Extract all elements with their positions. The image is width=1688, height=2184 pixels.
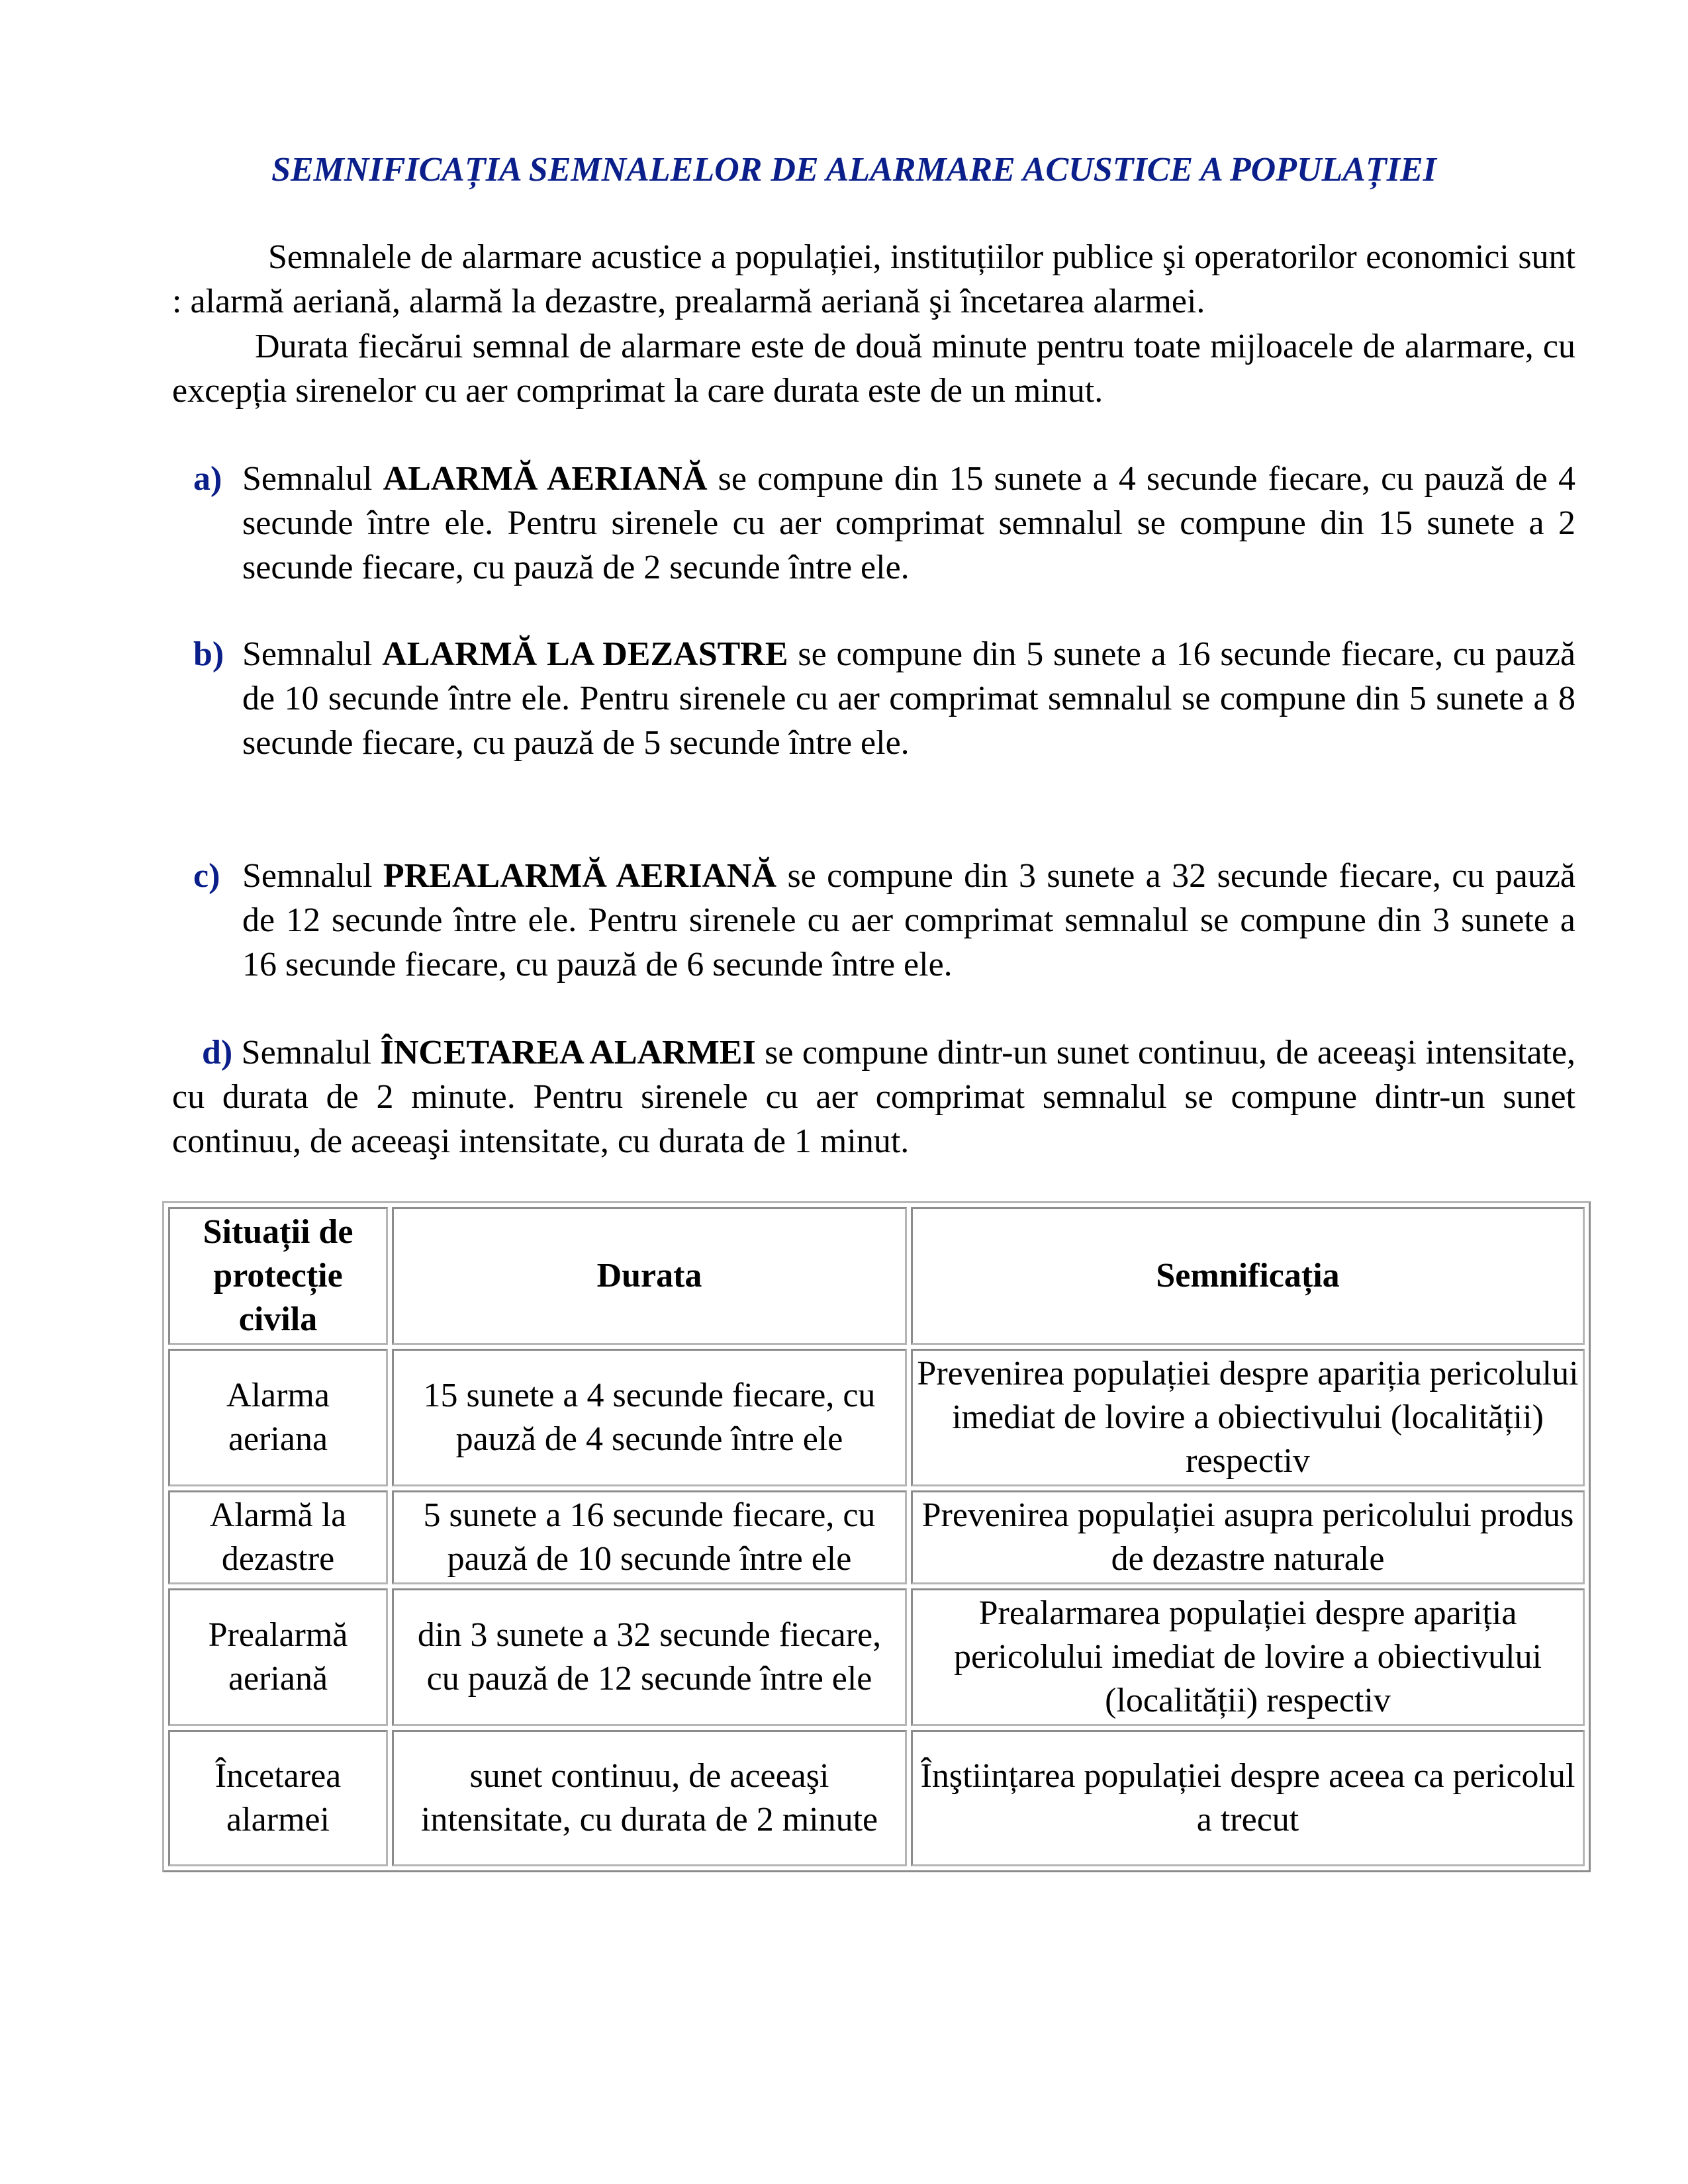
cell-meaning: Prevenirea populației asupra pericolului produs de dezastre naturale [911,1490,1585,1584]
signal-item-b [172,632,1575,765]
signals-table [162,1201,1591,1872]
column-header-meaning: Semnificația [911,1207,1585,1345]
item-lead: Semnalul [242,635,373,673]
cell-meaning: Prealarmarea populației despre apariția pericolului imediat de lovire a obiectivului (localității) respectiv [911,1588,1585,1726]
intro-paragraph-2: Durata fiecărui semnal de alarmare este de două minute pentru toate mijloacele de alarmare, cu excepția sirenelor cu aer comprimat la care durata este de un minut. [172,328,1575,410]
cell-situation: Încetarea alarmei [168,1730,388,1866]
column-header-duration: Durata [392,1207,907,1345]
item-marker: a) [193,460,222,498]
item-text: se compune dintr-un sunet continuu, de aceeaşi intensitate, cu durata de 2 minute. Pentru sirenele cu aer comprimat semnalul se compune dintr-un sunet continuu, de aceeaşi intensitate, cu durata de 1 minut. [172,1034,1576,1160]
item-lead: Semnalul [242,857,373,895]
cell-situation: Alarma aeriana [168,1349,388,1486]
cell-duration: din 3 sunete a 32 secunde fiecare, cu pauză de 12 secunde între ele [392,1588,907,1726]
cell-duration: sunet continuu, de aceeaşi intensitate, cu durata de 2 minute [392,1730,907,1866]
item-keyword: PREALARMĂ AERIANĂ [383,857,777,895]
column-header-situations: Situații de protecție civila [168,1207,388,1345]
item-text: se compune din 15 sunete a 4 secunde fiecare, cu pauză de 4 secunde între ele. Pentru sirenele cu aer comprimat semnalul se compune din 15 sunete a 2 secunde fiecare, cu pauză de 2 secunde între ele. [242,460,1576,586]
signal-item-d [172,1030,1575,1163]
table-row [168,1490,1585,1584]
item-keyword: ALARMĂ AERIANĂ [383,460,708,498]
document-title: SEMNIFICAȚIA SEMNALELOR DE ALARMARE ACUSTICE A POPULAȚIEI [271,151,1436,189]
cell-situation: Alarmă la dezastre [168,1490,388,1584]
table-row [168,1730,1585,1866]
cell-duration: 5 sunete a 16 secunde fiecare, cu pauză de 10 secunde între ele [392,1490,907,1584]
item-marker: c) [193,857,220,895]
table-row [168,1349,1585,1486]
cell-meaning: Prevenirea populației despre apariția pericolului imediat de lovire a obiectivului (localității) respectiv [911,1349,1585,1486]
item-marker: b) [193,635,224,673]
cell-situation: Prealarmă aeriană [168,1588,388,1726]
item-lead: Semnalul [241,1034,372,1071]
item-text: se compune din 5 sunete a 16 secunde fiecare, cu pauză de 10 secunde între ele. Pentru sirenele cu aer comprimat semnalul se compune din 5 sunete a 8 secunde fiecare, cu pauză de 5 secunde între ele. [242,635,1576,762]
table-row [168,1588,1585,1726]
signal-item-c [172,854,1575,987]
item-lead: Semnalul [242,460,373,498]
cell-meaning: Înştiințarea populației despre aceea ca pericolul a trecut [911,1730,1585,1866]
item-marker: d) [202,1034,233,1071]
item-keyword: ÎNCETAREA ALARMEI [380,1034,756,1071]
item-keyword: ALARMĂ LA DEZASTRE [382,635,788,673]
signal-item-a [172,457,1575,590]
cell-duration: 15 sunete a 4 secunde fiecare, cu pauză de 4 secunde între ele [392,1349,907,1486]
item-text: se compune din 3 sunete a 32 secunde fiecare, cu pauză de 12 secunde între ele. Pentru sirenele cu aer comprimat semnalul se compune din 3 sunete a 16 secunde fiecare, cu pauză de 6 secunde între ele. [242,857,1575,983]
intro-paragraph-1: Semnalele de alarmare acustice a populației, instituțiilor publice şi operatorilor economici sunt : alarmă aeriană, alarmă la dezastre, prealarmă aeriană şi încetarea alarmei. [172,238,1575,320]
table-header-row [168,1207,1585,1345]
